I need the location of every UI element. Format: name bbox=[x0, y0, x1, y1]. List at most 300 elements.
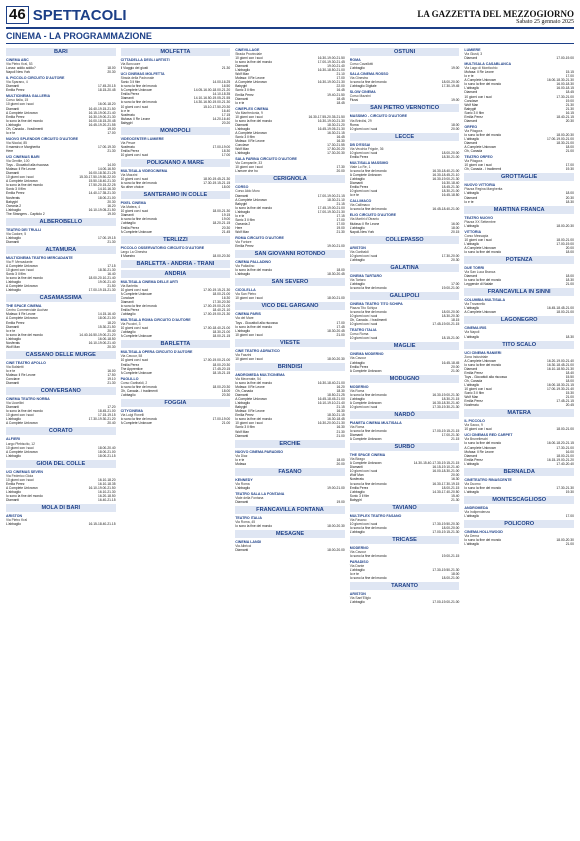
showtime-row bbox=[235, 230, 345, 234]
film-title: L'abbaglio bbox=[120, 392, 136, 397]
city-heading: SAN PIETRO VERNOTICO bbox=[350, 104, 460, 112]
film-title: 10 giorni con i suoi bbox=[120, 358, 149, 363]
showtimes: 21.15 bbox=[336, 201, 345, 206]
showtimes: 17.00-19.00-21.00 bbox=[432, 600, 460, 605]
film-title: Emilia Perez bbox=[6, 88, 25, 93]
city-heading: MONOPOLI bbox=[121, 127, 231, 135]
cinema-block bbox=[350, 328, 460, 340]
showtimes: 19.30 bbox=[565, 167, 574, 172]
film-title: Emilia Perez bbox=[120, 92, 140, 97]
film-title: L'abbaglio bbox=[349, 568, 365, 573]
showtimes: 21.30 bbox=[336, 429, 345, 434]
cinema-address: Largo Plebiscito, 12 bbox=[6, 441, 35, 446]
cinema-address: Viale Lo Re, 1 bbox=[349, 164, 371, 169]
showtimes: 18.45 bbox=[565, 90, 574, 95]
showtimes: 21.00 bbox=[565, 395, 574, 400]
film-title: Babygirl bbox=[464, 106, 477, 111]
film-title: L'abbaglio bbox=[349, 257, 365, 262]
city-heading: BARLETTA bbox=[121, 340, 231, 348]
showtimes: 16.10-18.50-21.30 bbox=[547, 366, 574, 371]
cinema-address: Via San Luca Branca bbox=[464, 270, 496, 275]
cinema-block bbox=[350, 90, 460, 102]
showtime-row bbox=[235, 548, 345, 552]
showtimes: 17.00-19.00-21.00 bbox=[203, 358, 231, 363]
film-title: Sonic 3 Il film bbox=[235, 425, 255, 430]
film-title: 10 giorni con i suoi bbox=[349, 253, 378, 258]
cinema-address: Via Roma bbox=[349, 425, 365, 429]
city-heading: CERIGNOLA bbox=[235, 175, 345, 183]
showtimes: 18.30 bbox=[565, 334, 574, 339]
showtimes: 21.30 bbox=[107, 239, 116, 244]
showtime-row bbox=[235, 462, 345, 466]
film-title: Io sono la fine del mondo bbox=[464, 485, 502, 490]
city-heading: SANTERAMO IN COLLE bbox=[121, 191, 231, 199]
showtime-row bbox=[6, 454, 116, 458]
city-heading: GIOIA DEL COLLE bbox=[6, 460, 116, 468]
film-title: Io e te bbox=[464, 199, 474, 204]
showtimes: 16.30-20.00-21.30 bbox=[317, 421, 345, 426]
film-title: Babygirl bbox=[235, 201, 248, 206]
cinema-block bbox=[350, 199, 460, 211]
cinema-name: MULTISALA ROMA CIRCUITO D'AUTORE bbox=[120, 318, 191, 323]
film-title: Emilia Perez bbox=[235, 92, 254, 97]
cinema-name: ARISTON bbox=[6, 514, 23, 519]
showtimes: 19.00-21.00 bbox=[327, 244, 345, 249]
showtimes: 18.00-20.30 bbox=[327, 356, 345, 361]
showtimes: 21.30 bbox=[565, 102, 574, 107]
cinema-name: CINEMA TARTARO bbox=[349, 273, 382, 278]
showtimes: 17.00-19.30 bbox=[97, 144, 116, 149]
showtimes: 21.00 bbox=[565, 542, 574, 547]
cinema-block bbox=[464, 433, 574, 465]
city-heading: TRICASE bbox=[350, 536, 460, 544]
showtime-row bbox=[6, 131, 116, 135]
showtimes: 14.40-16.50-19.00-21.20 bbox=[79, 332, 116, 337]
showtimes: 17.00 bbox=[565, 514, 574, 519]
cinema-block bbox=[235, 312, 345, 336]
film-title: Emilia Perez bbox=[6, 481, 25, 486]
film-title: Diamanti bbox=[464, 274, 478, 279]
film-title: Io sono la fine del mondo bbox=[6, 332, 43, 337]
showtime-row bbox=[121, 153, 231, 157]
showtimes: 16.45-19.05-21.30 bbox=[317, 126, 345, 131]
film-title: Io sono la fine del mondo bbox=[464, 249, 502, 254]
showtimes: 16.45-18.45 bbox=[441, 360, 460, 365]
film-title: 10 giorni con i suoi bbox=[349, 314, 378, 319]
film-title: Babygirl bbox=[6, 199, 18, 204]
cinema-name: CINEMA MODERNO bbox=[349, 352, 384, 357]
city-heading: ALBEROBELLO bbox=[6, 218, 116, 226]
cinema-block bbox=[121, 58, 231, 70]
page-header bbox=[6, 0, 574, 29]
showtimes: 18.20-21.15 bbox=[212, 221, 231, 226]
film-title: Diamanti bbox=[235, 64, 249, 69]
city-heading: BRINDISI bbox=[235, 363, 345, 371]
film-title: Emilia Perez bbox=[464, 370, 483, 375]
showtimes: 17.00-19.00 bbox=[212, 417, 231, 421]
showtimes: 17.00-19.15-21.30 bbox=[432, 529, 460, 534]
showtimes: 18.30-21.15 bbox=[327, 413, 345, 418]
film-title: Here bbox=[235, 225, 243, 230]
cinema-block bbox=[235, 373, 345, 438]
showtime-row bbox=[350, 193, 460, 197]
cinema-name: CINE TEATRO ADRIATICO bbox=[235, 348, 280, 353]
showtimes: 20.00 bbox=[565, 245, 574, 250]
cinema-block bbox=[350, 274, 460, 290]
film-title: Mufasa: Il Re Leone bbox=[235, 76, 265, 81]
cinema-block bbox=[464, 419, 574, 431]
cinema-block bbox=[6, 76, 116, 92]
showtimes: 16.20-18.50 bbox=[97, 493, 116, 498]
city-heading: SAN GIOVANNI ROTONDO bbox=[235, 250, 345, 258]
showtime-row bbox=[350, 127, 460, 131]
film-title: Leggende di Natale bbox=[464, 282, 493, 287]
film-title: A Complete Unknown bbox=[6, 449, 38, 454]
cinema-name: DUE TORRI bbox=[464, 266, 485, 271]
city-heading: MESAGNE bbox=[235, 530, 345, 538]
cinema-name: MULTISALA CASABLANCA bbox=[464, 62, 512, 67]
film-title: A Complete Unknown bbox=[6, 485, 38, 490]
film-title: Il Viaggio dei giusti bbox=[120, 66, 149, 71]
showtimes: 17.00-19.00 bbox=[212, 144, 231, 149]
showtimes: 18.00 bbox=[565, 249, 574, 254]
showtimes: 16.00-18.30 bbox=[556, 82, 574, 87]
showtime-row bbox=[350, 405, 460, 409]
showtimes: 18.00 bbox=[451, 225, 460, 230]
listing-column bbox=[350, 46, 460, 605]
showtimes: 18.00-21.00 bbox=[212, 291, 231, 296]
showtimes: 18.15-20.45 bbox=[97, 88, 116, 93]
film-title: A Complete Unknown bbox=[235, 80, 267, 85]
film-title: A Complete Unknown bbox=[464, 145, 497, 150]
film-title: L'abbaglio bbox=[349, 281, 365, 286]
showtimes: 17.00 bbox=[107, 130, 116, 135]
cinema-block bbox=[464, 230, 574, 254]
film-title: Io sono la fine del mondo bbox=[6, 276, 43, 281]
showtimes: 19.00 bbox=[107, 211, 116, 216]
cinema-address: Via Fortore bbox=[235, 240, 252, 245]
cinema-address: Via Mazzini bbox=[120, 173, 138, 178]
cinema-address: Via Callimaco bbox=[349, 203, 370, 208]
film-title: L'abbaglio bbox=[235, 209, 251, 214]
showtime-row bbox=[121, 421, 231, 425]
showtimes: 20.30 bbox=[107, 344, 116, 349]
film-title: Diamanti bbox=[464, 56, 478, 61]
showtime-row bbox=[235, 151, 345, 155]
city-heading: POTENZA bbox=[464, 256, 574, 264]
cinema-block bbox=[350, 213, 460, 233]
showtimes: 20.45 bbox=[565, 403, 574, 408]
film-title: Sonic 3 Il film bbox=[6, 187, 26, 192]
showtime-row bbox=[350, 258, 460, 262]
film-title: Emilia Perez bbox=[349, 185, 369, 190]
film-title: Diamanti bbox=[6, 84, 20, 89]
cinema-address: Via Pesce bbox=[120, 140, 136, 145]
cinema-address: Via Luigi Rovelli bbox=[120, 412, 144, 417]
cinema-address: Via Roma, 45 bbox=[235, 520, 256, 525]
showtime-row bbox=[350, 322, 460, 326]
showtimes: 18.00-20.00 bbox=[441, 150, 460, 155]
cinema-address: Via Albricci bbox=[235, 544, 252, 549]
showtimes: 18.00-21.00 bbox=[556, 237, 574, 242]
film-title: A Complete Unknown bbox=[120, 370, 153, 375]
film-title: Babygirl bbox=[349, 497, 362, 502]
film-title: L'abbaglio bbox=[464, 241, 480, 246]
film-title: Io e te bbox=[6, 328, 16, 333]
city-heading: VIESTE bbox=[235, 339, 345, 347]
film-title: A Complete Unknown bbox=[349, 461, 382, 466]
cinema-block bbox=[464, 266, 574, 286]
film-title: Nosferatu bbox=[120, 112, 135, 117]
showtimes: 18.00 bbox=[336, 268, 345, 273]
showtimes: 18.30-21.00 bbox=[441, 154, 460, 159]
film-title: Io sono la fine del mondo bbox=[235, 324, 273, 329]
showtimes: 19.00-21.00 bbox=[327, 485, 345, 490]
film-title: Diamanti bbox=[464, 141, 478, 146]
showtimes: 16.30-18.45-21.00 bbox=[547, 362, 574, 367]
film-title: Mufasa: Il Re Leone bbox=[6, 373, 36, 377]
cinema-block bbox=[6, 137, 116, 153]
showtimes: 17.00 bbox=[565, 74, 574, 79]
film-title: Io sono la fine del mondo bbox=[464, 278, 502, 283]
film-title: Io sono la fine del mondo bbox=[349, 392, 387, 397]
film-title: 10 giorni con i suoi bbox=[464, 387, 492, 391]
film-title: Oh, Canada - I tradimenti bbox=[464, 167, 502, 172]
showtimes: 16.30-18.45 bbox=[327, 417, 345, 422]
cinema-name: ANDROMEDA bbox=[464, 505, 489, 510]
film-title: Oh, Canada bbox=[464, 378, 483, 383]
showtimes: 16.15 bbox=[565, 110, 574, 115]
film-title: L'abbaglio bbox=[120, 221, 136, 226]
showtimes: 16.20 bbox=[107, 203, 116, 208]
film-title: L'abbaglio bbox=[464, 136, 480, 141]
film-title: 10 giorni con i suoi bbox=[6, 175, 34, 180]
cinema-name: SLOW CINEMA bbox=[349, 90, 376, 95]
cinema-name: MULTISALA CINEMA DELLE ARTI bbox=[120, 279, 179, 284]
showtimes: 16.30-18.40 bbox=[441, 181, 460, 186]
film-title: 10 giorni con i suoi bbox=[6, 268, 34, 273]
cinema-address: Corso Mazzini bbox=[349, 94, 371, 99]
cinema-block bbox=[6, 361, 116, 385]
cinema-address: Via Trovanello bbox=[464, 302, 486, 307]
cinema-block bbox=[6, 256, 116, 292]
showtimes: 20.40 bbox=[107, 421, 116, 426]
cinema-address: Via Martiri d'Otranto bbox=[349, 217, 379, 222]
showtimes: 18.20 bbox=[107, 320, 116, 325]
film-title: Toys - Giocattoli alla riscossa bbox=[464, 374, 507, 379]
film-title: 10 giorni con i suoi bbox=[235, 356, 263, 361]
showtimes: 18.30-21.10 bbox=[327, 197, 345, 202]
cinema-name: PAOLILLO bbox=[120, 376, 139, 381]
showtimes: 14.40-17.35-21.30 bbox=[88, 191, 116, 196]
showtime-row bbox=[464, 167, 574, 171]
city-heading: BERNALDA bbox=[464, 468, 574, 476]
listings-columns bbox=[6, 44, 574, 605]
cinema-name: MASSIMO - CIRCUITO D'AUTORE bbox=[349, 114, 408, 119]
showtimes: 20.15 bbox=[451, 229, 460, 234]
showtime-row bbox=[6, 149, 116, 153]
showtimes: 21.30 bbox=[107, 381, 116, 386]
film-title: L'abbaglio bbox=[6, 235, 21, 240]
showtime-row bbox=[464, 427, 574, 431]
film-title: A Complete Unknown bbox=[349, 437, 382, 442]
film-title: Io sono la fine del mondo bbox=[120, 417, 158, 421]
cinema-name: NUOVO SPLENDOR CIRCUITO D'AUTORE bbox=[6, 136, 79, 141]
film-title: Diamanti bbox=[464, 366, 478, 371]
cinema-block bbox=[350, 453, 460, 502]
showtime-row bbox=[464, 56, 574, 60]
showtimes: 17.00 bbox=[336, 221, 345, 226]
showtimes: 20.30 bbox=[221, 225, 231, 230]
showtimes: 15.50-18.40-21.30 bbox=[88, 179, 116, 184]
cinema-address: Via Fazzini bbox=[235, 352, 252, 357]
film-title: L'abbaglio bbox=[464, 382, 480, 387]
film-title: Conclave bbox=[464, 98, 479, 103]
cinema-name: UCI CINEMAS BARI bbox=[6, 155, 40, 160]
cinema-block bbox=[350, 143, 460, 159]
showtimes: 18.00 bbox=[336, 457, 345, 462]
showtimes: 21.00 bbox=[221, 421, 231, 426]
cinema-block bbox=[350, 161, 460, 197]
listing-column bbox=[464, 46, 574, 605]
film-title: Mufasa: Il Re Leone bbox=[235, 139, 265, 144]
film-title: Mufasa: Il Re Leone bbox=[464, 70, 494, 75]
film-title: Io sono la fine del mondo bbox=[120, 304, 158, 309]
showtimes: 16.00-18.50 bbox=[97, 336, 116, 341]
film-title: Io sono la fine del mondo bbox=[464, 362, 502, 367]
cinema-address: Via Brunelleschi bbox=[464, 437, 488, 442]
city-heading: SAN SEVERO bbox=[235, 278, 345, 286]
film-title: Nosferatu bbox=[6, 195, 21, 200]
cinema-name: CINEMA PARIS bbox=[235, 312, 261, 317]
cinema-block bbox=[350, 514, 460, 534]
showtimes: 16.10-19.10-21.40 bbox=[317, 401, 345, 406]
showtime-row bbox=[6, 381, 116, 385]
showtimes: 16.00 bbox=[107, 368, 116, 373]
showtimes: 18.00 bbox=[565, 378, 574, 383]
cinema-name: CALLIMACO bbox=[349, 199, 372, 204]
film-title: Flussi bbox=[349, 98, 359, 103]
film-title: Io sono la fine del mondo bbox=[464, 82, 502, 87]
city-heading: TARANTO bbox=[350, 582, 460, 590]
showtimes: 16.45 bbox=[336, 88, 345, 93]
showtimes: 16.00-18.30-21.00 bbox=[432, 469, 460, 474]
showtimes: 17.30-21.30 bbox=[556, 485, 574, 490]
film-title: Sonic 3 Il film bbox=[235, 88, 255, 93]
showtimes: 17.40-20.40 bbox=[556, 461, 574, 466]
showtimes: 16.30-19.00-21.30 bbox=[317, 118, 345, 123]
cinema-block bbox=[6, 514, 116, 526]
showtimes: 17.20 bbox=[107, 405, 116, 410]
showtimes: 16.00 bbox=[451, 221, 460, 226]
cinema-address: Via Mecenate, 54 bbox=[235, 376, 261, 381]
cinema-address: Via del Mare bbox=[235, 316, 254, 321]
showtimes: 21.00 bbox=[336, 332, 345, 337]
cinema-address: Corso Messapia bbox=[464, 233, 489, 238]
cinema-block bbox=[464, 155, 574, 171]
film-title: L'abbaglio bbox=[349, 225, 365, 230]
showtime-row bbox=[235, 486, 345, 490]
cinema-block bbox=[464, 48, 574, 60]
city-heading: CASAMASSIMA bbox=[6, 294, 116, 302]
showtimes: 18.00 bbox=[565, 145, 574, 150]
cinema-address: Via Duomo bbox=[464, 481, 481, 486]
showtime-row bbox=[350, 530, 460, 534]
cinema-address: Piazza Regina Margherita bbox=[464, 187, 503, 192]
city-heading: OSTUNI bbox=[350, 48, 460, 56]
showtimes: 17.00-19.30-21.45 bbox=[317, 60, 345, 65]
cinema-address: Via Diaz bbox=[235, 453, 248, 458]
showtimes: 21.30 bbox=[221, 66, 231, 71]
film-title: 10 giorni con i suoi bbox=[349, 469, 378, 474]
film-title: L'abbaglio bbox=[6, 489, 21, 494]
showtimes: 14.30-17.40-20.50 bbox=[432, 489, 460, 494]
showtimes: 17.30-20.30 bbox=[327, 151, 345, 156]
film-title: Io sono la fine del mondo bbox=[349, 554, 387, 559]
film-title: 10 giorni con i suoi bbox=[464, 163, 492, 168]
film-title: Diamanti bbox=[235, 122, 249, 127]
film-title: A Complete Unknown bbox=[6, 284, 38, 289]
film-title: Mufasa: Il Re Leone bbox=[6, 167, 36, 172]
showtimes: 17.30-20.00 bbox=[441, 253, 460, 258]
showtimes: 17.45-20.15 bbox=[97, 84, 116, 89]
showtime-row bbox=[350, 207, 460, 211]
film-title: L'abbaglio bbox=[6, 522, 21, 527]
showtimes: 17.15 bbox=[336, 213, 345, 218]
showtime-row bbox=[6, 345, 116, 349]
cinema-block bbox=[121, 409, 231, 425]
film-title: Io e te bbox=[235, 457, 245, 462]
film-title: Mufasa: Il Re Leone bbox=[235, 385, 265, 389]
cinema-address: Via Roma bbox=[349, 388, 365, 393]
film-title: Lonza: addio addio? bbox=[6, 66, 36, 71]
showtimes: 17.30-19.30-21.30 bbox=[432, 404, 460, 409]
showtimes: 18.30-21.00 bbox=[441, 189, 460, 194]
film-title: L'abbaglio bbox=[120, 312, 136, 317]
cinema-name: MULTISALA OPERA CIRCUITO D'AUTORE bbox=[120, 350, 193, 355]
cinema-name: MODERNO bbox=[349, 545, 369, 550]
cinema-block bbox=[350, 546, 460, 558]
showtime-row bbox=[350, 336, 460, 340]
cinema-address: Via Barletta bbox=[120, 283, 138, 288]
cinema-name: TEATRO DEI TRULLI bbox=[6, 227, 42, 232]
city-heading: TERLIZZI bbox=[121, 236, 231, 244]
cinema-block bbox=[235, 48, 345, 105]
cinema-name: PICCOLO OSSERVATORIO CIRCUITO D'AUTORE bbox=[120, 245, 205, 250]
film-title: Diamanti bbox=[349, 433, 363, 438]
showtimes: 16.30-21.15 bbox=[327, 130, 345, 135]
film-title: Io sono la fine del mondo bbox=[349, 285, 387, 290]
showtimes: 18.00-21.00 bbox=[97, 195, 116, 200]
issue-date: Sabato 25 gennaio 2025 bbox=[516, 19, 574, 25]
cinema-block bbox=[6, 58, 116, 74]
cinema-block bbox=[121, 137, 231, 157]
showtimes: 17.00 bbox=[336, 320, 345, 325]
showtimes: 18.00-21.00 bbox=[556, 453, 574, 458]
cinema-block bbox=[464, 506, 574, 518]
showtime-row bbox=[121, 185, 231, 189]
showtimes: 21.50 bbox=[107, 284, 116, 289]
film-title: L'abbaglio bbox=[349, 396, 365, 401]
showtimes: 14.10-18.35 bbox=[212, 92, 231, 97]
film-title: Here bbox=[6, 148, 14, 153]
city-heading: FASANO bbox=[235, 468, 345, 476]
showtimes: 15.40 bbox=[451, 493, 460, 498]
showtimes: 17.50 bbox=[107, 373, 116, 377]
cinema-name: ALFIERI bbox=[6, 437, 20, 442]
film-title: Napoli New York bbox=[6, 70, 31, 75]
film-title: Io sono la fine del mondo bbox=[6, 493, 43, 498]
